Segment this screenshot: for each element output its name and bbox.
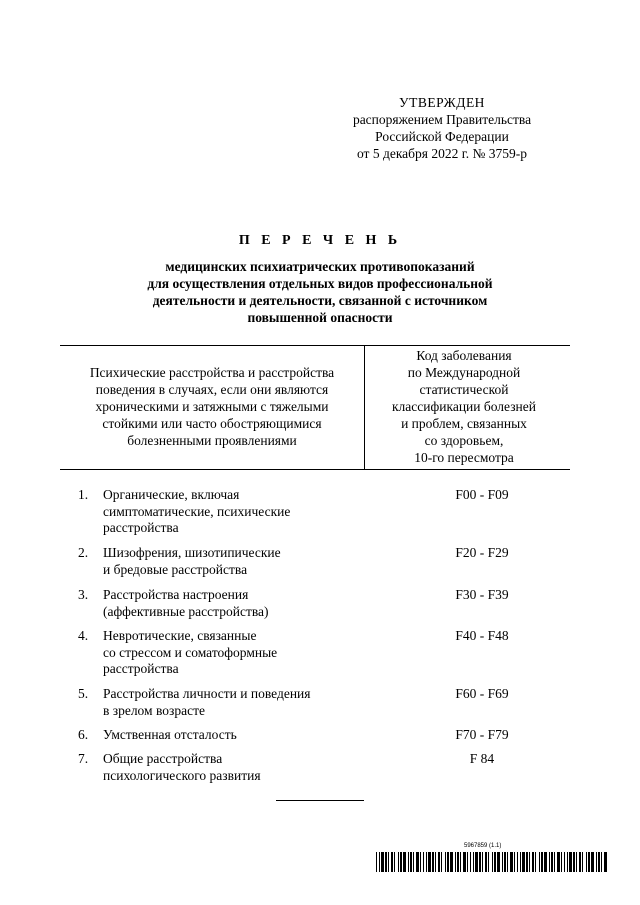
row-number: 6. xyxy=(78,727,89,742)
table-top-border xyxy=(60,345,570,346)
row-disorder: Расстройства личности и поведения в зрелом возрасте xyxy=(103,686,311,718)
row-number: 3. xyxy=(78,587,89,602)
row-icd-code: F30 - F39 xyxy=(455,587,509,602)
row-icd-code: F60 - F69 xyxy=(455,686,509,701)
row-number: 1. xyxy=(78,487,89,502)
row-number: 7. xyxy=(78,751,89,766)
row-icd-code: F00 - F09 xyxy=(455,487,509,502)
row-icd-code: F70 - F79 xyxy=(455,727,509,742)
row-disorder: Шизофрения, шизотипические и бредовые расстройства xyxy=(103,545,281,577)
table-header-border xyxy=(60,469,570,470)
approval-line: распоряжением Правительства xyxy=(352,112,532,127)
approval-line: Российской Федерации xyxy=(375,129,509,144)
approval-block xyxy=(332,94,552,162)
barcode-label: 5967859 (1.1) xyxy=(464,843,502,849)
table-header-disorders: Психические расстройства и расстройства поведения в случаях, если они являются хроническими и затяжными с тяжелыми стойкими или часто обостряющимися болезненными проявлениями xyxy=(89,365,335,448)
barcode-image xyxy=(376,852,608,872)
row-number: 5. xyxy=(78,686,89,701)
approval-title: УТВЕРЖДЕН xyxy=(399,95,485,110)
row-disorder: Умственная отсталость xyxy=(103,727,237,742)
row-icd-code: F20 - F29 xyxy=(455,545,509,560)
subtitle-line: повышенной опасности xyxy=(247,310,393,325)
row-icd-code: F 84 xyxy=(469,751,495,766)
row-disorder: Расстройства настроения (аффективные расстройства) xyxy=(103,587,269,619)
row-number: 2. xyxy=(78,545,89,560)
list-subtitle xyxy=(0,258,640,326)
subtitle-line: деятельности и деятельности, связанной с источником xyxy=(152,293,488,308)
approval-line: от 5 декабря 2022 г. № 3759-р xyxy=(356,146,528,161)
subtitle-line: для осуществления отдельных видов профессиональной xyxy=(147,276,493,291)
row-disorder: Общие расстройства психологического развития xyxy=(103,751,261,783)
row-disorder: Невротические, связанные со стрессом и соматоформные расстройства xyxy=(103,628,278,676)
list-title: П Е Р Е Ч Е Н Ь xyxy=(238,233,402,248)
table-header-icd-code: Код заболевания по Международной статистической классификации болезней и проблем, связанных со здоровьем, 10-го пересмотра xyxy=(392,348,536,465)
closing-divider xyxy=(276,800,364,801)
subtitle-line: медицинских психиатрических противопоказаний xyxy=(165,259,475,274)
row-number: 4. xyxy=(78,628,89,643)
row-disorder: Органические, включая симптоматические, психические расстройства xyxy=(103,487,291,535)
row-icd-code: F40 - F48 xyxy=(455,628,509,643)
